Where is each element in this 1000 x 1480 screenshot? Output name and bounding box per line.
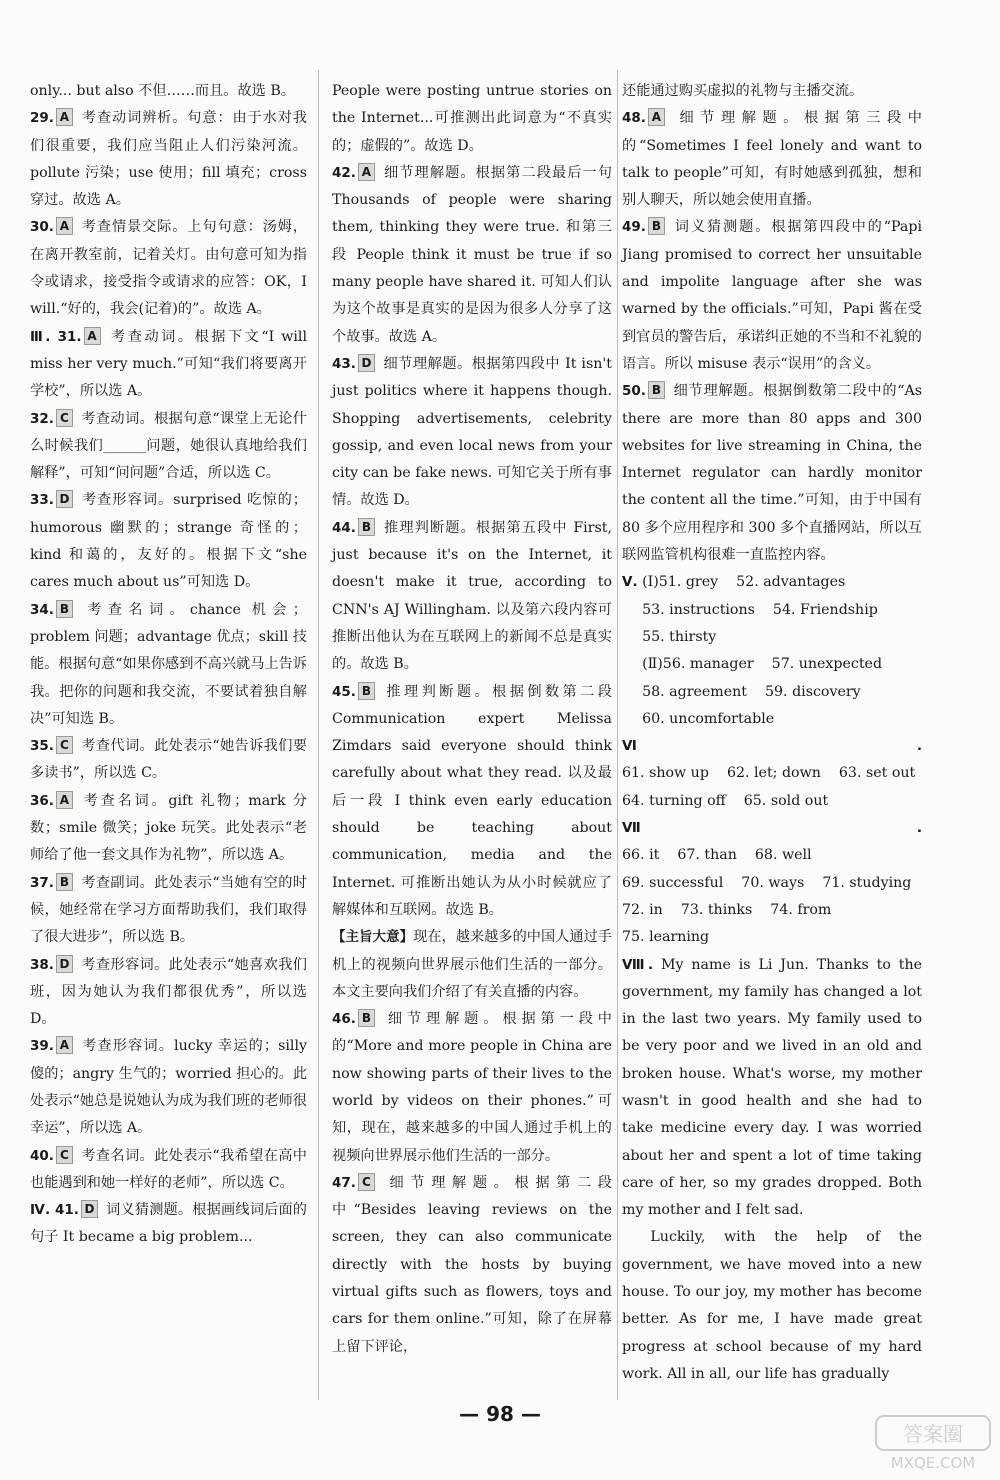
explanation-text: 考查动词。根据句意“课堂上无论什么时候我们______问题，她很认真地给我们解释”，可知“问问题”合适，所以选 C。 [30, 410, 307, 482]
explanation-text: 推理判断题。根据第五段中 First, just because it's on the Internet, it doesn't make it true, according to CNN's AJ Willingham. 以及第六段内容可推断出他认为在互联网上的新闻不总是真实的。故选 B。 [332, 519, 612, 673]
answer-letter-badge: A [84, 327, 101, 345]
answer-item [622, 105, 922, 214]
answer-line: (Ⅰ)51. grey 52. advantages [642, 574, 846, 591]
question-number: 32. [30, 410, 54, 427]
column-2 [332, 78, 612, 1361]
answer-item [30, 788, 307, 870]
answer-letter-badge: B [358, 1009, 375, 1027]
explanation-text: 推理判断题。根据倒数第二段 Communication expert Melissa Zimdars said everyone should think carefully about what they read. 以及最后一段 I think even early education should be teaching about communication, media and the Internet. 可推断出她认为从小时候就应了解媒体和互联网。故选 B。 [332, 683, 612, 918]
answer-letter-badge: A [56, 217, 73, 235]
answer-line: 61. show up 62. let; down 63. set out [622, 765, 916, 782]
section-label: Ⅶ. [622, 820, 922, 837]
explanation-text: only... but also 不但……而且。故选 B。 [30, 83, 295, 99]
answer-letter-badge: B [358, 682, 375, 700]
answer-item [30, 487, 307, 596]
answer-line: 69. successful 70. ways 71. studying [622, 874, 912, 891]
watermark-logo [874, 1414, 992, 1474]
explanation-text: 考查名词。chance 机会；problem 问题；advantage 优点；skill 技能。根据句意“如果你感到不高兴就马上告诉我。把你的问题和我交流，不要试着独自解决”可知选 B。 [30, 601, 307, 727]
answer-letter-badge: C [56, 409, 73, 427]
explanation-text: 考查副词。此处表示“当她有空的时候，她经常在学习方面帮助我们，我们取得了很大进步”，所以选 B。 [30, 874, 307, 946]
answer-letter-badge: C [56, 1146, 73, 1164]
answer-line: 75. learning [622, 929, 710, 946]
section-label: Ⅵ. [622, 738, 922, 755]
answer-item [332, 515, 612, 679]
question-number: 36. [30, 792, 54, 809]
answer-letter-badge: C [358, 1173, 375, 1191]
answers-section-vii [622, 815, 922, 951]
essay-section [622, 952, 922, 1389]
answer-line: 58. agreement 59. discovery [642, 683, 861, 700]
answer-line: 53. instructions 54. Friendship [642, 601, 878, 618]
explanation-text: 词义猜测题。根据第四段中的“Papi Jiang promised to correct her unsuitable and impolite language after she was warned by the officials.”可知，Papi 酱在受到官员的警告后，承诺纠正她的不当和不礼貌的语言。所以 misuse 表示“误用”的含义。 [622, 219, 922, 372]
answer-line: 55. thirsty [642, 628, 717, 645]
question-number: 37. [30, 874, 54, 891]
question-number: 44. [332, 519, 356, 536]
explanation-text: People were posting untrue stories on the Internet...可推测出此词意为“不真实的；虚假的”。故选 D。 [332, 83, 612, 154]
explanation-text: 考查情景交际。上句句意：汤姆，在离开教室前，记着关灯。由句意可知为指令或请求，接受指令或请求的应答：OK，I will.“好的，我会(记着)的”。故选 A。 [30, 219, 307, 318]
explanation-text: 细节理解题。根据倒数第二段中的“As there are more than 80 apps and 300 websites for live streaming in China, the Internet regulator can hardly monitor the content all the time.”可知，由于中国有 80 多个应用程序和 300 多个直播网站，所以互联网监管机构很难一直监控内容。 [622, 383, 922, 564]
column-divider [617, 70, 618, 1400]
answers-section-vi [622, 733, 922, 815]
answer-line: 60. uncomfortable [642, 710, 775, 727]
explanation-text: 考查代词。此处表示“她告诉我们要多读书”，所以选 C。 [30, 738, 307, 782]
explanation-text: 考查名词。gift 礼物；mark 分数；smile 微笑；joke 玩笑。此处表示“老师给了他一套文具作为礼物”，所以选 A。 [30, 792, 307, 864]
explanation-text: 细节理解题。根据第一段中的“More and more people in China are now showing parts of their lives to the world by videos on their phones.”可知，现在，越来越多的中国人通过手机上的视频向世界展示他们生活的一部分。 [332, 1011, 612, 1164]
answer-letter-badge: A [648, 108, 665, 126]
answer-letter-badge: B [56, 873, 73, 891]
question-number: 34. [30, 601, 54, 618]
answer-line: 64. turning off 65. sold out [622, 792, 829, 809]
question-number: 33. [30, 492, 54, 509]
question-number: Ⅲ. 31. [30, 328, 82, 345]
explanation-text: 考查动词辨析。句意：由于水对我们很重要，我们应当阻止人们污染河流。pollute 污染；use 使用；fill 填充；cross 穿过。故选 A。 [30, 110, 307, 209]
answer-item [30, 78, 307, 105]
answer-line: (Ⅱ)56. manager 57. unexpected [642, 656, 883, 673]
explanation-text: 考查形容词。此处表示“她喜欢我们班，因为她认为我们都很优秀”，所以选 D。 [30, 956, 307, 1028]
page-number-value: 98 [486, 1402, 514, 1426]
answer-item [30, 1143, 307, 1198]
answer-item [30, 324, 307, 406]
answer-item [332, 679, 612, 925]
answer-line: 66. it 67. than 68. well [622, 847, 812, 864]
page-number: — 98 — [459, 1402, 541, 1426]
answer-item [30, 952, 307, 1034]
answer-item [622, 378, 922, 569]
explanation-text: 词义猜测题。根据画线词后面的句子 It became a big problem... [30, 1202, 307, 1246]
answer-item [30, 1033, 307, 1142]
section-label: Ⅴ. [622, 574, 638, 591]
question-number: 39. [30, 1038, 54, 1055]
explanation-text: 考查形容词。lucky 幸运的；silly 傻的；angry 生气的；worried 担心的。此处表示“她总是说她认为成为我们班的老师很幸运”，所以选 A。 [30, 1038, 308, 1137]
answer-letter-badge: B [648, 381, 665, 399]
question-number: 【主旨大意】 [332, 929, 414, 946]
explanation-text: 现在，越来越多的中国人通过手机上的视频向世界展示他们生活的一部分。本文主要向我们介绍了有关直播的内容。 [332, 929, 612, 1000]
essay-paragraph-1 [622, 952, 922, 1225]
answer-letter-badge: D [358, 354, 375, 372]
explanation-text: 考查名词。此处表示“我希望在高中也能遇到和她一样好的老师”，所以选 C。 [30, 1147, 307, 1191]
question-number: 30. [30, 219, 54, 236]
answer-item [332, 78, 612, 160]
answer-item [332, 924, 612, 1006]
answer-item [622, 78, 922, 105]
question-number: 35. [30, 738, 54, 755]
answer-item [332, 351, 612, 515]
svg-text:答案圈: 答案圈 [903, 1422, 963, 1446]
section-label: Ⅷ. [622, 956, 654, 973]
question-number: 43. [332, 355, 356, 372]
answer-letter-badge: A [56, 791, 73, 809]
explanation-text: 还能通过购买虚拟的礼物与主播交流。 [622, 83, 864, 99]
answer-item [30, 105, 307, 214]
question-number: 45. [332, 683, 356, 700]
column-divider [318, 70, 319, 1400]
answer-line: 72. in 73. thinks 74. from [622, 901, 832, 918]
answer-letter-badge: B [56, 600, 73, 618]
explanation-text: 细节理解题。根据第二段中“Besides leaving reviews on the screen, they can also communicate directly with the hosts by buying virtual gifts such as flowers, toys and cars for them online.”可知，除了在屏幕上留下评论， [332, 1174, 612, 1355]
answer-letter-badge: D [81, 1200, 98, 1218]
explanation-text: 考查形容词。surprised 吃惊的；humorous 幽默的；strange 奇怪的；kind 和蔼的，友好的。根据下文“she cares much about us”可知选 D。 [30, 492, 307, 591]
answer-letter-badge: C [56, 736, 73, 754]
question-number: 40. [30, 1147, 54, 1164]
answer-letter-badge: A [56, 108, 73, 126]
question-number: 29. [30, 110, 54, 127]
question-number: 50. [622, 383, 646, 400]
answer-item [30, 733, 307, 788]
answer-item [30, 406, 307, 488]
answer-letter-badge: A [56, 1036, 73, 1054]
essay-text: My name is Li Jun. Thanks to the government, my family has changed a lot in the last two years. My family used to be very poor and we lived in an old and broken house. What's worse, my mother wasn't in good health and she had to take medicine every day. I was worried about her and spent a lot of time taking care of her, so my grades dropped. Both my mother and I felt sad. [622, 956, 922, 1219]
column-1 [30, 78, 307, 1252]
answer-item [30, 1197, 307, 1252]
answer-letter-badge: B [358, 518, 375, 536]
answer-item [30, 214, 307, 323]
answer-item [30, 597, 307, 733]
answer-letter-badge: D [56, 955, 73, 973]
question-number: 48. [622, 110, 646, 127]
question-number: 47. [332, 1174, 356, 1191]
answer-letter-badge: A [358, 163, 375, 181]
answer-item [332, 1170, 612, 1361]
answer-letter-badge: D [56, 490, 73, 508]
explanation-text: 细节理解题。根据第四段中 It isn't just politics where it happens though. Shopping advertisements, celebrity gossip, and even local news from your city can be fake news. 可知它关于所有事情。故选 D。 [332, 355, 612, 509]
question-number: 42. [332, 164, 356, 181]
column-3 [622, 78, 922, 1388]
question-number: 46. [332, 1011, 356, 1028]
explanation-text: 细节理解题。根据第二段最后一句 Thousands of people were sharing them, thinking they were true. 和第三段 People think it must be true if so many people have shared it. 可知人们认为这个故事是真实的是因为很多人分享了这个故事。故选 A。 [332, 164, 612, 345]
svg-text:MXQE.COM: MXQE.COM [890, 1454, 976, 1472]
answer-letter-badge: B [648, 217, 665, 235]
answer-item [332, 1006, 612, 1170]
answers-section-v [622, 569, 922, 733]
question-number: 38. [30, 956, 54, 973]
explanation-text: 考查动词。根据下文“I will miss her very much.”可知“我们将要离开学校”，所以选 A。 [30, 328, 308, 400]
answer-item [622, 214, 922, 378]
explanation-text: 细节理解题。根据第三段中的“Sometimes I feel lonely and want to talk to people”可知，有时她感到孤独，想和别人聊天，所以她会使用直播。 [622, 110, 922, 209]
question-number: 49. [622, 219, 646, 236]
essay-paragraph-2: Luckily, with the help of the government, we have moved into a new house. To our joy, my mother has become better. As for me, I have made great progress at school because of my hard work. All in all, our life has gradually [622, 1229, 922, 1382]
answer-item [30, 870, 307, 952]
answer-item [332, 160, 612, 351]
question-number: Ⅳ. 41. [30, 1202, 79, 1219]
